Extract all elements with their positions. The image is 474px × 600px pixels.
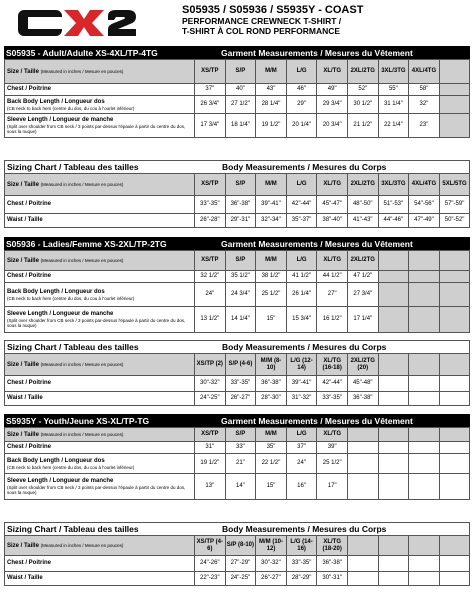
size-cell: [439, 536, 470, 556]
size-row: [5, 354, 470, 376]
value-cell: 27 1/2": [225, 96, 256, 114]
chest-row: [5, 442, 470, 454]
value-cell: 26"-27": [225, 392, 256, 406]
adult-body-section: [4, 160, 470, 228]
back-length-label: Back Body Length / Longueur dos: [7, 288, 105, 295]
sleeve-length-note: (Split over shoulder from CB neck / 3 points par-dessus l'épaule à partir du centre du dos, sous la nuque): [7, 124, 186, 134]
value-cell: 14": [225, 474, 256, 500]
product-codes: S05935 / S05936 / S5935Y - COAST: [182, 4, 364, 16]
value-cell: [439, 84, 470, 96]
value-cell: [378, 454, 409, 474]
size-cell: 4XL/4TG: [409, 60, 440, 84]
back-length-label: Back Body Length / Longueur dos: [7, 457, 105, 464]
chest-label: Chest / Poitrine: [5, 271, 195, 283]
value-cell: 29": [286, 96, 317, 114]
value-cell: [378, 271, 409, 283]
value-cell: [439, 114, 470, 138]
ladies-body-section: [4, 340, 470, 406]
size-cell: [439, 60, 470, 84]
chest-row: [5, 376, 470, 392]
size-label: Size / Taille: [7, 181, 39, 188]
size-cell: S/P: [225, 60, 256, 84]
value-cell: 33"-35": [225, 376, 256, 392]
size-cell: XS/TP: [195, 174, 226, 196]
chest-row: [5, 84, 470, 96]
size-cell: [347, 428, 378, 442]
value-cell: [409, 376, 440, 392]
ladies-body-table: [4, 353, 470, 406]
value-cell: 23": [409, 114, 440, 138]
value-cell: 54"-56": [409, 196, 440, 214]
size-cell: 2XL/2TG: [347, 174, 378, 196]
value-cell: 52": [347, 84, 378, 96]
value-cell: [439, 307, 470, 333]
adult-garment-section: [4, 46, 470, 138]
value-cell: 24": [286, 454, 317, 474]
value-cell: 24"-25": [225, 572, 256, 586]
value-cell: 25 1/2": [317, 454, 348, 474]
adult-title: S05935 - Adult/Adulte XS-4XL/TP-4TG: [6, 47, 158, 58]
youth-garment-section: [4, 414, 470, 500]
back-length-label: Back Body Length / Longueur dos: [7, 98, 105, 105]
size-cell: XL/TG: [317, 428, 348, 442]
back-length-note: (CB neck to back hem (centre du dos, du cou à l'ourlet inférieur): [7, 105, 135, 111]
value-cell: 31": [195, 442, 226, 454]
size-cell: XS/TP (2): [195, 354, 226, 376]
value-cell: 32"-34": [256, 214, 287, 228]
value-cell: 28"-30": [256, 392, 287, 406]
size-cell: [378, 428, 409, 442]
value-cell: [378, 556, 409, 572]
size-cell: XL/TG (18-20): [317, 536, 348, 556]
sleeve-length-label: Sleeve Length / Longueur de manche: [7, 311, 114, 317]
adult-sizing-header: [4, 160, 470, 173]
size-cell: S/P (4-6): [225, 354, 256, 376]
size-cell: L/G: [286, 251, 317, 271]
size-cell: XL/TG: [317, 251, 348, 271]
value-cell: 18 1/4": [225, 114, 256, 138]
size-note: (Measured in inches / Mesure en pouces): [40, 68, 124, 74]
size-label: Size / Taille: [7, 361, 39, 368]
header: [0, 0, 474, 46]
size-cell: S/P: [225, 174, 256, 196]
size-label: Size / Taille: [7, 68, 39, 75]
youth-sizing-header: [4, 522, 470, 535]
size-cell: XL/TG: [317, 60, 348, 84]
youth-garment-table: [4, 427, 470, 500]
size-cell: M/M: [256, 428, 287, 442]
size-cell: [378, 354, 409, 376]
value-cell: 27": [317, 283, 348, 307]
value-cell: 15 3/4": [286, 307, 317, 333]
sleeve-length-label: Sleeve Length / Longueur de manche: [7, 117, 114, 123]
size-label: Size / Taille: [7, 542, 39, 549]
value-cell: [378, 376, 409, 392]
value-cell: 29"-31": [225, 214, 256, 228]
value-cell: [378, 283, 409, 307]
size-cell: [409, 354, 440, 376]
sleeve-length-row: [5, 114, 470, 138]
value-cell: 24 3/4": [225, 283, 256, 307]
size-cell: [439, 251, 470, 271]
product-name-en: PERFORMANCE CREWNECK T-SHIRT /: [182, 16, 342, 26]
value-cell: 36"-38": [317, 556, 348, 572]
size-cell: S/P: [225, 428, 256, 442]
value-cell: 30"-31": [317, 572, 348, 586]
value-cell: 42"-44": [286, 196, 317, 214]
size-note: (Measured in inches / Mesure en pouces): [40, 431, 124, 437]
value-cell: 13": [195, 474, 226, 500]
size-cell: 3XL/3TG: [378, 174, 409, 196]
size-cell: 5XL/5TG: [439, 174, 470, 196]
value-cell: 43": [256, 84, 287, 96]
value-cell: 33"-35": [195, 196, 226, 214]
value-cell: [439, 474, 470, 500]
youth-title: S5935Y - Youth/Jeune XS-XL/TP-TG: [6, 415, 150, 426]
value-cell: 32 1/2": [195, 271, 226, 283]
size-cell: [378, 536, 409, 556]
size-cell: [347, 536, 378, 556]
value-cell: [439, 572, 470, 586]
value-cell: 33"-35": [317, 392, 348, 406]
brand-logo: [18, 8, 138, 38]
chest-label: Chest / Poitrine: [5, 376, 195, 392]
adult-body-table: [4, 173, 470, 228]
value-cell: [409, 307, 440, 333]
size-cell: 2XL/2TG (20): [347, 354, 378, 376]
youth-body-section: [4, 522, 470, 586]
size-cell: [439, 428, 470, 442]
value-cell: 26 1/4": [286, 283, 317, 307]
value-cell: 28 1/4": [256, 96, 287, 114]
value-cell: 36"-38": [225, 196, 256, 214]
ladies-garment-section: [4, 237, 470, 333]
chest-label: Chest / Poitrine: [5, 84, 195, 96]
size-note: (Measured in inches / Mesure en pouces): [40, 181, 124, 187]
waist-label: Waist / Taille: [5, 392, 195, 406]
value-cell: [378, 392, 409, 406]
product-name-fr: T-SHIRT À COL ROND PERFORMANCE: [182, 26, 341, 36]
waist-row: [5, 214, 470, 228]
value-cell: [347, 556, 378, 572]
size-cell: M/M (10-12): [256, 536, 287, 556]
value-cell: 30"-32": [195, 376, 226, 392]
size-cell: 3XL/3TG: [378, 60, 409, 84]
chest-row: [5, 196, 470, 214]
youth-garment-header: [4, 414, 470, 427]
size-label: Size / Taille: [7, 431, 39, 438]
body-measurements-title: Body Measurements / Mesures du Corps: [222, 342, 387, 352]
size-row: [5, 60, 470, 84]
value-cell: 16 1/2": [317, 307, 348, 333]
value-cell: 28"-29": [286, 572, 317, 586]
value-cell: 35": [256, 442, 287, 454]
adult-garment-table: [4, 59, 470, 138]
size-cell: S/P: [225, 251, 256, 271]
value-cell: [347, 474, 378, 500]
size-label: Size / Taille: [7, 257, 39, 264]
adult-garment-header: [4, 46, 470, 59]
youth-body-table: [4, 535, 470, 586]
value-cell: 39": [317, 442, 348, 454]
value-cell: 30"-32": [256, 556, 287, 572]
waist-row: [5, 392, 470, 406]
waist-label: Waist / Taille: [5, 214, 195, 228]
size-cell: M/M: [256, 251, 287, 271]
value-cell: 42"-44": [317, 376, 348, 392]
size-cell: 2XL/2TG: [347, 251, 378, 271]
value-cell: 27"-29": [225, 556, 256, 572]
value-cell: [347, 572, 378, 586]
size-cell: S/P (8-10): [225, 536, 256, 556]
value-cell: 24"-26": [195, 556, 226, 572]
value-cell: 39"-41": [286, 376, 317, 392]
value-cell: [378, 474, 409, 500]
size-cell: M/M: [256, 174, 287, 196]
value-cell: 24"-25": [195, 392, 226, 406]
value-cell: 33"-35": [286, 556, 317, 572]
size-note: (Measured in inches / Mesure en pouces): [40, 257, 124, 263]
value-cell: [347, 454, 378, 474]
sleeve-length-row: [5, 307, 470, 333]
size-cell: [409, 251, 440, 271]
value-cell: 55": [378, 84, 409, 96]
sleeve-length-note: (Split over shoulder from CB neck / 3 points par-dessus l'épaule à partir du centre du dos, sous la nuque): [7, 318, 186, 328]
value-cell: [347, 442, 378, 454]
value-cell: 15": [256, 307, 287, 333]
size-row: [5, 536, 470, 556]
waist-label: Waist / Taille: [5, 572, 195, 586]
size-cell: 2XL/2TG: [347, 60, 378, 84]
value-cell: 51"-53": [378, 196, 409, 214]
size-cell: [409, 536, 440, 556]
value-cell: [409, 392, 440, 406]
value-cell: [378, 572, 409, 586]
value-cell: 21": [225, 454, 256, 474]
value-cell: 22 1/2": [256, 454, 287, 474]
value-cell: 24": [195, 283, 226, 307]
ladies-sizing-header: [4, 340, 470, 353]
value-cell: [439, 271, 470, 283]
size-cell: XS/TP: [195, 428, 226, 442]
value-cell: 26"-28": [195, 214, 226, 228]
chest-label: Chest / Poitrine: [5, 442, 195, 454]
body-measurements-title: Body Measurements / Mesures du Corps: [222, 162, 387, 172]
size-row: [5, 428, 470, 442]
value-cell: 46": [286, 84, 317, 96]
value-cell: [409, 572, 440, 586]
size-cell: XS/TP: [195, 251, 226, 271]
value-cell: [378, 442, 409, 454]
value-cell: 35 1/2": [225, 271, 256, 283]
value-cell: 57"-59": [439, 196, 470, 214]
value-cell: 31 1/4": [378, 96, 409, 114]
sleeve-length-row: [5, 474, 470, 500]
value-cell: 36"-38": [256, 376, 287, 392]
sleeve-length-note: (Split over shoulder from CB neck / 3 points par-dessus l'épaule à partir du centre du dos, sous la nuque): [7, 485, 186, 495]
ladies-garment-header: [4, 237, 470, 250]
value-cell: 22"-23": [195, 572, 226, 586]
size-note: (Measured in inches / Mesure en pouces): [40, 542, 124, 548]
value-cell: 47 1/2": [347, 271, 378, 283]
value-cell: 15": [256, 474, 287, 500]
value-cell: 41 1/2": [286, 271, 317, 283]
value-cell: 44"-46": [378, 214, 409, 228]
value-cell: [439, 392, 470, 406]
size-cell: M/M: [256, 60, 287, 84]
value-cell: 50"-52": [439, 214, 470, 228]
value-cell: 19 1/2": [195, 454, 226, 474]
value-cell: [409, 283, 440, 307]
value-cell: 58": [409, 84, 440, 96]
value-cell: [409, 474, 440, 500]
value-cell: [409, 454, 440, 474]
size-cell: M/M (8-10): [256, 354, 287, 376]
back-length-row: [5, 454, 470, 474]
value-cell: 25 1/2": [256, 283, 287, 307]
value-cell: 14 1/4": [225, 307, 256, 333]
size-cell: L/G: [286, 60, 317, 84]
value-cell: 47"-49": [409, 214, 440, 228]
back-length-note: (CB neck to back hem (centre du dos, du cou à l'ourlet inférieur): [7, 295, 135, 301]
garment-measurements-title: Garment Measurements / Mesures du Vêtement: [221, 415, 413, 426]
value-cell: [409, 442, 440, 454]
value-cell: 29 3/4": [317, 96, 348, 114]
value-cell: 22 1/4": [378, 114, 409, 138]
value-cell: [409, 271, 440, 283]
value-cell: 32": [409, 96, 440, 114]
value-cell: 17 1/4": [347, 307, 378, 333]
value-cell: 48"-50": [347, 196, 378, 214]
sizing-chart-title: Sizing Chart / Tableau des tailles: [7, 162, 139, 172]
value-cell: 20 1/4": [286, 114, 317, 138]
value-cell: 41"-43": [347, 214, 378, 228]
value-cell: [439, 442, 470, 454]
ladies-title: S05936 - Ladies/Femme XS-2XL/TP-2TG: [6, 238, 167, 249]
value-cell: 30 1/2": [347, 96, 378, 114]
size-cell: 4XL/4TG: [409, 174, 440, 196]
size-row: [5, 251, 470, 271]
value-cell: 31"-32": [286, 392, 317, 406]
value-cell: 16": [286, 474, 317, 500]
back-length-row: [5, 96, 470, 114]
value-cell: [439, 454, 470, 474]
value-cell: [378, 307, 409, 333]
value-cell: 20 3/4": [317, 114, 348, 138]
ladies-garment-table: [4, 250, 470, 333]
value-cell: 27 3/4": [347, 283, 378, 307]
value-cell: [409, 556, 440, 572]
chest-row: [5, 271, 470, 283]
garment-measurements-title: Garment Measurements / Mesures du Vêtement: [221, 238, 413, 249]
value-cell: 38 1/2": [256, 271, 287, 283]
back-length-row: [5, 283, 470, 307]
sleeve-length-label: Sleeve Length / Longueur de manche: [7, 478, 114, 484]
size-row: [5, 174, 470, 196]
value-cell: 17": [317, 474, 348, 500]
size-cell: L/G (14-16): [286, 536, 317, 556]
back-length-note: (CB neck to back hem (centre du dos, du cou à l'ourlet inférieur): [7, 464, 135, 470]
value-cell: 37": [195, 84, 226, 96]
value-cell: [439, 96, 470, 114]
size-cell: XS/TP (4-6): [195, 536, 226, 556]
value-cell: 38"-40": [317, 214, 348, 228]
body-measurements-title: Body Measurements / Mesures du Corps: [222, 524, 387, 534]
size-cell: [378, 251, 409, 271]
value-cell: 36"-38": [347, 392, 378, 406]
value-cell: 26"-27": [256, 572, 287, 586]
chest-label: Chest / Poitrine: [5, 556, 195, 572]
value-cell: [439, 556, 470, 572]
value-cell: [439, 376, 470, 392]
value-cell: 49": [317, 84, 348, 96]
value-cell: 35"-37": [286, 214, 317, 228]
size-cell: [439, 354, 470, 376]
size-cell: L/G: [286, 174, 317, 196]
value-cell: 13 1/2": [195, 307, 226, 333]
chest-label: Chest / Poitrine: [5, 196, 195, 214]
size-cell: XL/TG: [317, 174, 348, 196]
value-cell: 19 1/2": [256, 114, 287, 138]
value-cell: 21 1/2": [347, 114, 378, 138]
value-cell: 37": [286, 442, 317, 454]
sizing-chart-title: Sizing Chart / Tableau des tailles: [7, 342, 139, 352]
garment-measurements-title: Garment Measurements / Mesures du Vêtement: [221, 47, 413, 58]
value-cell: 45"-48": [347, 376, 378, 392]
chest-row: [5, 556, 470, 572]
value-cell: 40": [225, 84, 256, 96]
value-cell: [439, 283, 470, 307]
cx2-logo-icon: [18, 8, 138, 38]
value-cell: 26 3/4": [195, 96, 226, 114]
size-cell: XS/TP: [195, 60, 226, 84]
value-cell: 45"-47": [317, 196, 348, 214]
value-cell: 44 1/2": [317, 271, 348, 283]
size-note: (Measured in inches / Mesure en pouces): [40, 361, 124, 367]
value-cell: 33": [225, 442, 256, 454]
sizing-chart-title: Sizing Chart / Tableau des tailles: [7, 524, 139, 534]
size-cell: L/G (12-14): [286, 354, 317, 376]
value-cell: 39"-41": [256, 196, 287, 214]
waist-row: [5, 572, 470, 586]
size-cell: [409, 428, 440, 442]
size-cell: L/G: [286, 428, 317, 442]
size-cell: XL/TG (16-18): [317, 354, 348, 376]
value-cell: 17 3/4": [195, 114, 226, 138]
